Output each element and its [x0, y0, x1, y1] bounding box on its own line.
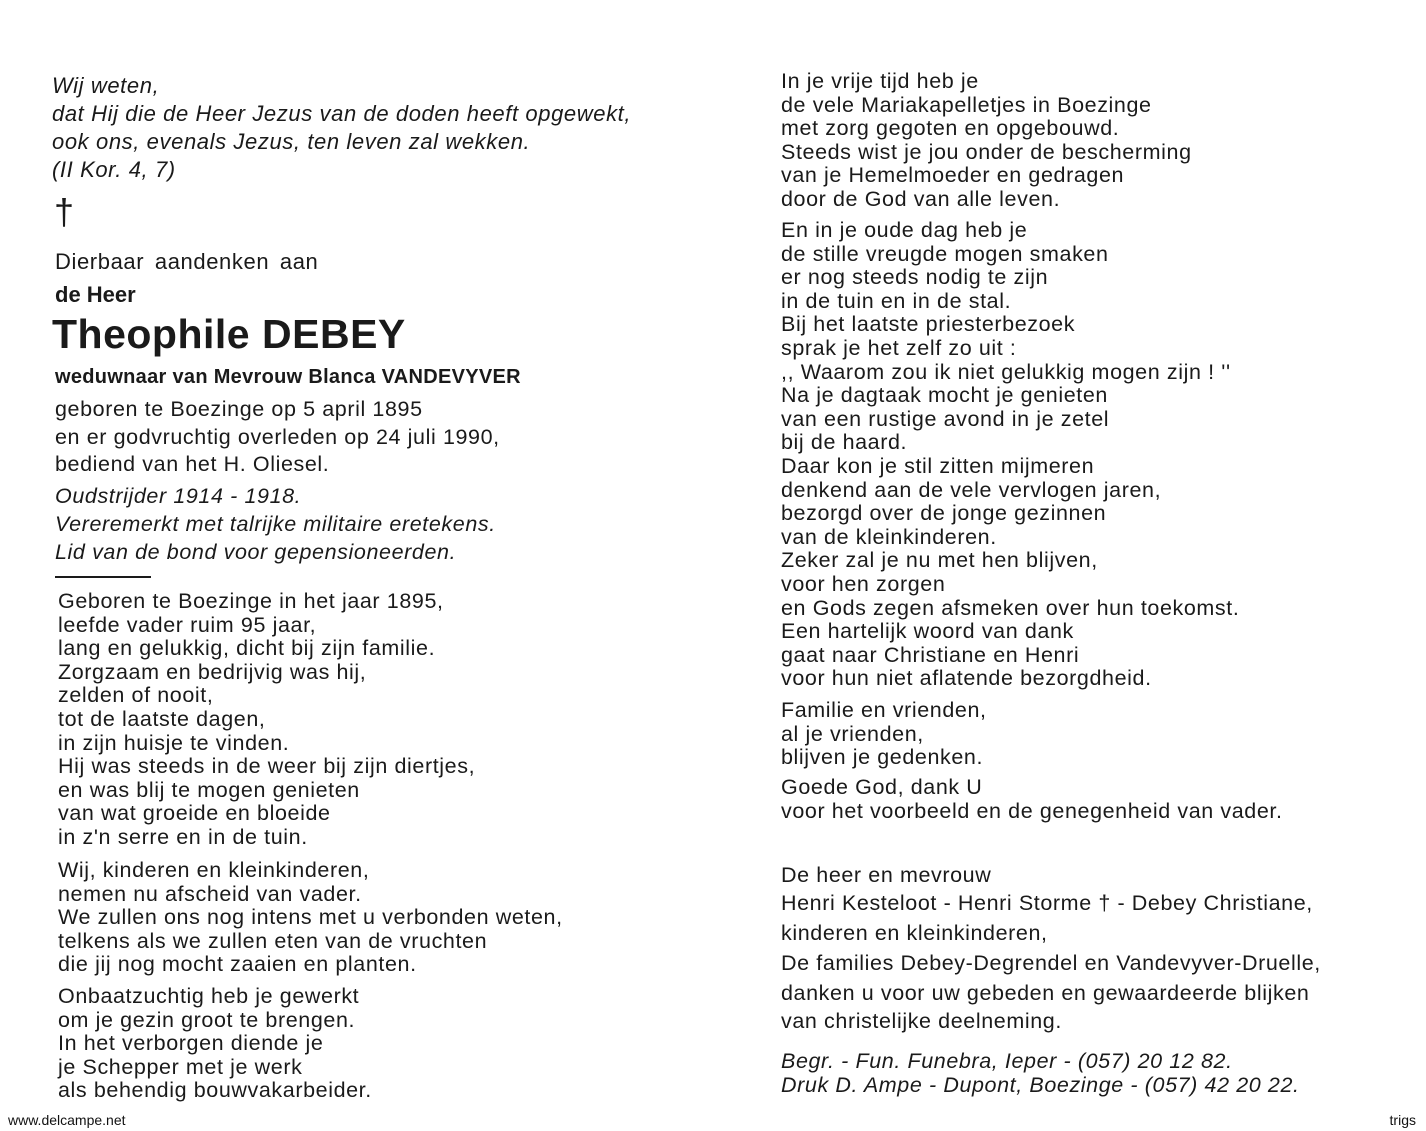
- thanks-line: Henri Kesteloot - Henri Storme † - Debey Christiane,: [781, 891, 1313, 915]
- poem-block-4: [781, 776, 1283, 823]
- verse-reference: (II Kor. 4, 7): [52, 157, 176, 182]
- poem-line: Onbaatzuchtig heb je gewerkt: [58, 984, 360, 1008]
- poem-line: en Gods zegen afsmeken over hun toekomst.: [781, 595, 1240, 620]
- poem-line: Familie en vrienden,: [781, 698, 987, 722]
- poem-line: al je vrienden,: [781, 721, 924, 746]
- poem-line: in de tuin en in de stal.: [781, 288, 1012, 313]
- poem-line: leefde vader ruim 95 jaar,: [58, 612, 317, 637]
- poem-line: lang en gelukkig, dicht bij zijn familie.: [58, 636, 436, 661]
- poem-line: nemen nu afscheid van vader.: [58, 881, 362, 906]
- fact-line: geboren te Boezinge op 5 april 1895: [55, 397, 423, 421]
- watermark-seller: trigs: [1389, 1112, 1416, 1128]
- poem-line: Zeker zal je nu met hen blijven,: [781, 548, 1098, 573]
- poem-line: Een hartelijk woord van dank: [781, 619, 1074, 644]
- poem-line: gaat naar Christiane en Henri: [781, 642, 1080, 667]
- poem-line: je Schepper met je werk: [58, 1054, 303, 1079]
- poem-line: En in je oude dag heb je: [781, 218, 1028, 242]
- poem-line: met zorg gegoten en opgebouwd.: [781, 116, 1120, 141]
- poem-line: sprak je het zelf zo uit :: [781, 335, 1017, 360]
- poem-line: van een rustige avond in je zetel: [781, 406, 1110, 431]
- credits-block: [781, 1049, 1300, 1097]
- poem-line: Wij, kinderen en kleinkinderen,: [58, 858, 370, 882]
- scripture-verse: [52, 72, 631, 184]
- poem-line: door de God van alle leven.: [781, 186, 1061, 211]
- poem-line: bezorgd over de jonge gezinnen: [781, 501, 1107, 526]
- poem-line: de vele Mariakapelletjes in Boezinge: [781, 92, 1152, 117]
- poem-line: In je vrije tijd heb je: [781, 69, 979, 93]
- poem-line: de stille vreugde mogen smaken: [781, 241, 1109, 266]
- poem-line: Bij het laatste priesterbezoek: [781, 312, 1076, 337]
- poem-line: bij de haard.: [781, 430, 908, 455]
- honors-facts: [55, 482, 496, 566]
- poem-line: voor het voorbeeld en de genegenheid van vader.: [781, 798, 1283, 823]
- widower-line: weduwnaar van Mevrouw Blanca VANDEVYVER: [55, 366, 521, 388]
- poem-block-2: [781, 219, 1239, 691]
- thanks-line: De families Debey-Degrendel en Vandevyver-Druelle,: [781, 951, 1321, 975]
- birth-death-facts: [55, 396, 500, 479]
- fact-line: en er godvruchtig overleden op 24 juli 1990,: [55, 424, 500, 449]
- poem-line: van je Hemelmoeder en gedragen: [781, 163, 1125, 188]
- poem-line: om je gezin groot te brengen.: [58, 1007, 356, 1032]
- poem-line: als behendig bouwvakarbeider.: [58, 1078, 372, 1103]
- verse-line: dat Hij die de Heer Jezus van de doden heeft opgewekt,: [52, 101, 632, 126]
- poem-line: Steeds wist je jou onder de bescherming: [781, 139, 1192, 164]
- poem-line: ,, Waarom zou ik niet gelukkig mogen zijn ! '': [781, 359, 1231, 384]
- poem-line: voor hun niet aflatende bezorgdheid.: [781, 666, 1152, 691]
- poem-line: denkend aan de vele vervlogen jaren,: [781, 477, 1162, 502]
- watermark-site: www.delcampe.net: [8, 1112, 126, 1128]
- poem-line: zelden of nooit,: [58, 683, 214, 708]
- thanks-line: danken u voor uw gebeden en gewaardeerde blijken: [781, 981, 1310, 1005]
- poem-line: die jij nog mocht zaaien en planten.: [58, 952, 417, 977]
- poem-line: Hij was steeds in de weer bij zijn diertjes,: [58, 754, 476, 779]
- poem-line: van de kleinkinderen.: [781, 524, 997, 549]
- poem-line: blijven je gedenken.: [781, 745, 984, 770]
- poem-block-3: [781, 699, 987, 770]
- credit-line: Begr. - Fun. Funebra, Ieper - (057) 20 12 82.: [781, 1049, 1233, 1073]
- poem-line: van wat groeide en bloeide: [58, 801, 331, 826]
- poem-line: In het verborgen diende je: [58, 1031, 324, 1056]
- poem-line: We zullen ons nog intens met u verbonden weten,: [58, 905, 563, 930]
- intro-text: Dierbaar aandenken aan: [55, 249, 319, 274]
- fact-line: Vereremerkt met talrijke militaire eretekens.: [55, 512, 496, 536]
- poem-stanza-2: [58, 859, 563, 977]
- thanks-block: [781, 862, 1321, 1035]
- title-text: de Heer: [55, 282, 136, 307]
- poem-line: Daar kon je stil zitten mijmeren: [781, 453, 1095, 478]
- poem-stanza-3: [58, 985, 372, 1103]
- thanks-line: kinderen en kleinkinderen,: [781, 921, 1048, 945]
- fact-line: bediend van het H. Oliesel.: [55, 452, 330, 476]
- poem-line: Zorgzaam en bedrijvig was hij,: [58, 659, 367, 684]
- verse-line: Wij weten,: [52, 73, 160, 98]
- fact-line: Lid van de bond voor gepensioneerden.: [55, 540, 457, 564]
- poem-line: tot de laatste dagen,: [58, 706, 266, 731]
- poem-line: Na je dagtaak mocht je genieten: [781, 383, 1108, 408]
- poem-line: in z'n serre en in de tuin.: [58, 824, 308, 849]
- verse-line: ook ons, evenals Jezus, ten leven zal wekken.: [52, 129, 531, 154]
- poem-block-1: [781, 70, 1192, 212]
- cross-icon: †: [54, 191, 75, 232]
- poem-stanza-1: [58, 590, 475, 850]
- poem-line: telkens als we zullen eten van de vruchten: [58, 928, 488, 953]
- thanks-line: De heer en mevrouw: [781, 863, 992, 887]
- poem-line: voor hen zorgen: [781, 571, 946, 596]
- deceased-name: Theophile DEBEY: [52, 311, 406, 357]
- thanks-line: van christelijke deelneming.: [781, 1009, 1062, 1033]
- poem-line: Goede God, dank U: [781, 775, 983, 799]
- fact-line: Oudstrijder 1914 - 1918.: [55, 484, 302, 508]
- poem-line: in zijn huisje te vinden.: [58, 730, 290, 755]
- poem-line: er nog steeds nodig te zijn: [781, 265, 1049, 290]
- divider-line: [55, 576, 151, 578]
- poem-line: Geboren te Boezinge in het jaar 1895,: [58, 589, 444, 613]
- credit-line: Druk D. Ampe - Dupont, Boezinge - (057) 42 20 22.: [781, 1073, 1300, 1097]
- poem-line: en was blij te mogen genieten: [58, 777, 360, 802]
